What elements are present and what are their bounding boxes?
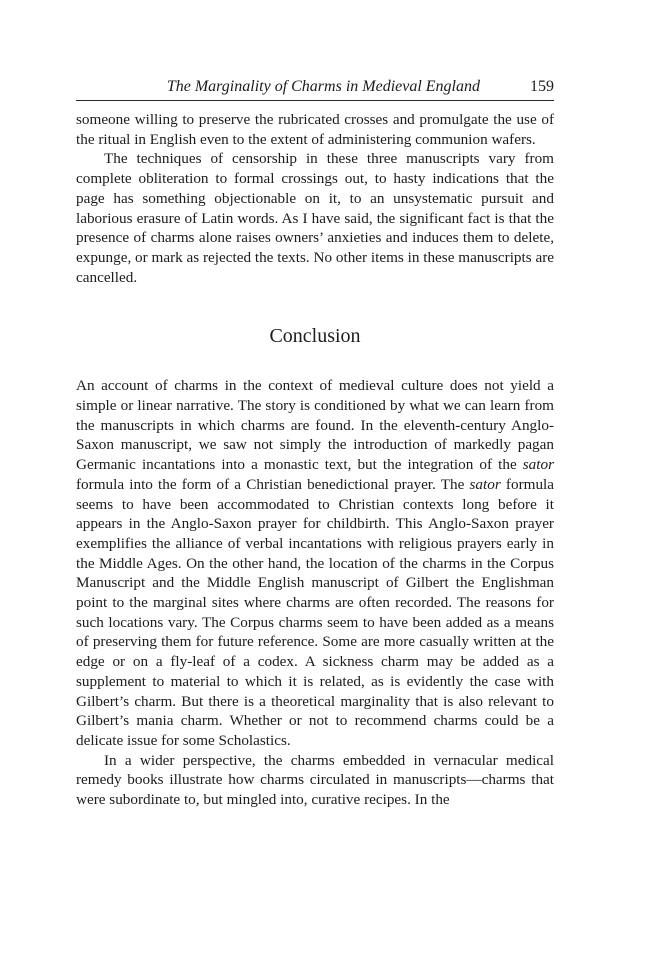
paragraph-conclusion-1 xyxy=(76,376,554,750)
page-number: 159 xyxy=(530,78,554,95)
section-heading-conclusion: Conclusion xyxy=(269,325,361,348)
paragraph-censorship: The techniques of censorship in these three manuscripts vary from complete obliteration to formal crossings out, to hasty indications that the page has something objectionable on it, to an unsystematic pursuit and laborious erasure of Latin words. As I have said, the significant fact is that the presence of charms alone raises owners’ anxieties and induces them to delete, expunge, or mark as rejected the texts. No other items in these manuscripts are cancelled. xyxy=(76,150,554,286)
italic-term-sator: sator xyxy=(469,475,501,493)
paragraph-conclusion-2: In a wider perspective, the charms embedded in vernacular medical remedy books illustrate how charms circulated in manuscripts—charms that were subordinate to, but mingled into, curative recipes. In the xyxy=(76,751,554,809)
paragraph-continuation: someone willing to preserve the rubricated crosses and promulgate the use of the ritual in English even to the extent of administering communion wafers. xyxy=(76,111,554,148)
book-page xyxy=(76,72,554,810)
text-run: formula seems to have been accommodated to Christian contexts long before it appears in the Anglo-Saxon prayer for childbirth. This Anglo-Saxon prayer exemplifies the alliance of verbal incantations with religious prayers early in the Middle Ages. On the other hand, the location of the charms in the Corpus Manuscript and the Middle English manuscript of Gilbert the Englishman point to the marginal sites where charms are often recorded. The reasons for such locations vary. The Corpus charms seem to have been added as a means of preserving them for future reference. Some are more casually written at the edge or on a fly-leaf of a codex. A sickness charm may be added as a supplement to material to which it is related, as is evidently the case with Gilbert’s charm. But there is a theoretical marginality that is also relevant to Gilbert’s mania charm. Whether or not to recommend charms could be a delicate issue for some Scholastics. xyxy=(76,475,555,749)
italic-term-sator: sator xyxy=(522,456,554,474)
running-title: The Marginality of Charms in Medieval England xyxy=(166,78,480,95)
body-text xyxy=(76,110,554,810)
running-head xyxy=(76,72,554,101)
text-run: formula into the form of a Christian benedictional prayer. The xyxy=(76,475,470,493)
text-run: An account of charms in the context of medieval culture does not yield a simple or linear narrative. The story is conditioned by what we can learn from the manuscripts in which charms are found. In the eleventh-century Anglo-Saxon manuscript, we saw not simply the introduction of markedly pagan Germanic incantations into a monastic text, but the integration of the xyxy=(76,377,554,474)
